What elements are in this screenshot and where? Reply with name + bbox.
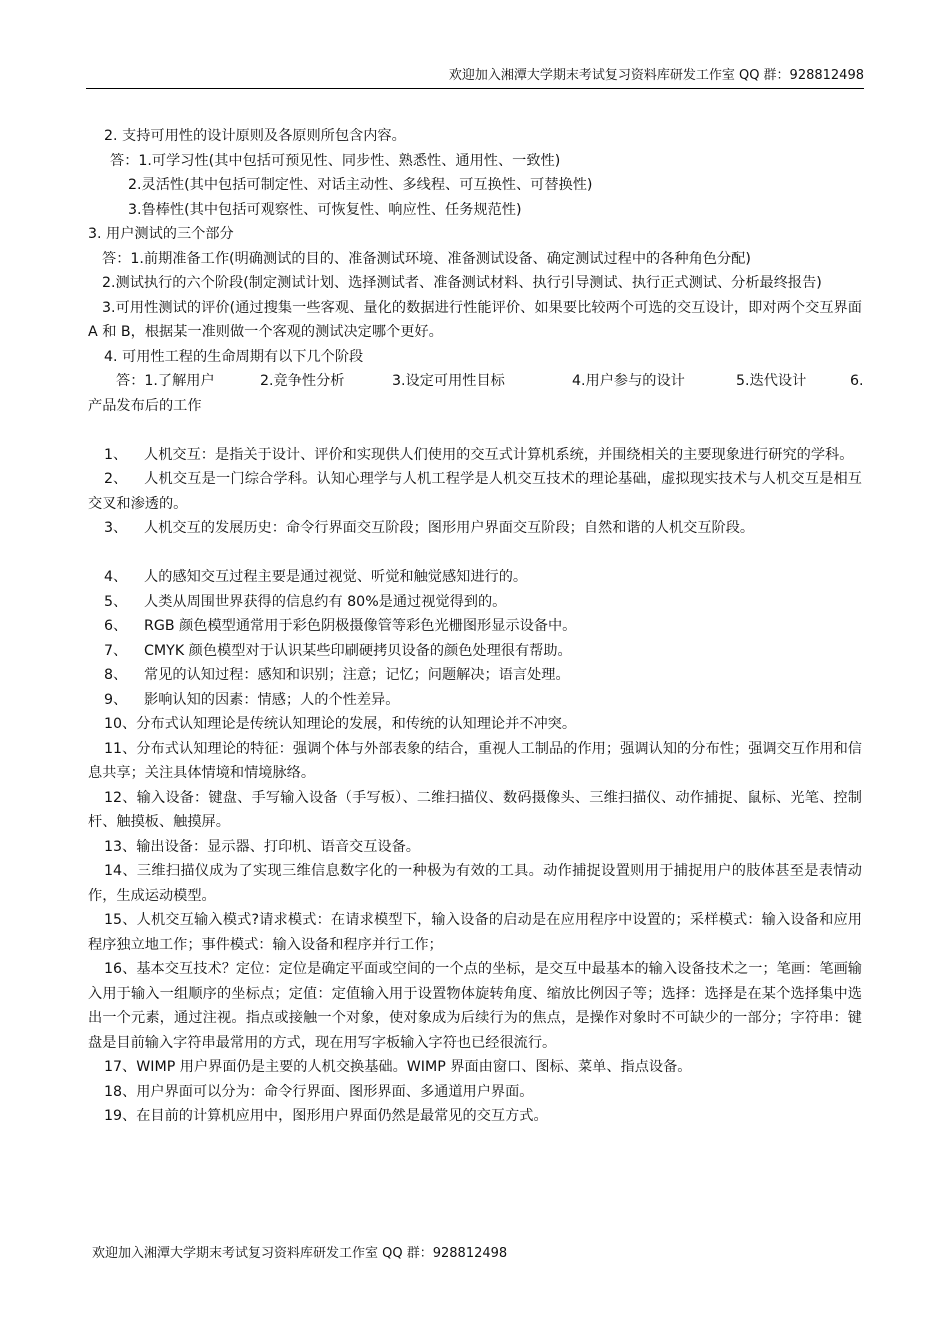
item-8 bbox=[88, 663, 862, 688]
item-11: 11、分布式认知理论的特征：强调个体与外部表象的结合，重视人工制品的作用；强调认知的分布性；强调交互作用和信息共享；关注具体情境和情境脉络。 bbox=[88, 740, 862, 781]
item-text: 常见的认知过程：感知和识别；注意；记忆；问题解决；语言处理。 bbox=[144, 667, 570, 683]
item-6 bbox=[88, 614, 862, 639]
item-9 bbox=[88, 688, 862, 713]
question-4: 4. 可用性工程的生命周期有以下几个阶段 bbox=[104, 348, 364, 365]
spacer bbox=[88, 541, 862, 566]
item-text: 人类从周围世界获得的信息约有 80%是通过视觉得到的。 bbox=[144, 593, 507, 610]
item-number: 6、 bbox=[104, 618, 128, 634]
item-number: 8、 bbox=[104, 667, 128, 683]
item-16: 16、基本交互技术？定位：定位是确定平面或空间的一个点的坐标，是交互中最基本的输入设备技术之一；笔画：笔画输入用于输入一组顺序的坐标点；定值：定值输入用于设置物体旋转角度、缩放比例因子等；选择：选择是在某个选择集中选出一个元素，通过注视。指点或接触一个对象，使对象成为后续行为的焦点，是操作对象时不可缺少的一部分；字符串：键盘是目前输入字符串最常用的方式，现在用写字板输入字符也已经很流行。 bbox=[88, 961, 862, 1051]
item-number: 9、 bbox=[104, 691, 128, 708]
stage-6-number: 6. bbox=[850, 373, 864, 389]
spacer bbox=[88, 418, 862, 443]
item-number: 2、 bbox=[104, 471, 128, 487]
stage-4: 4.用户参与的设计 bbox=[572, 373, 685, 389]
stage-5: 5.迭代设计 bbox=[736, 373, 807, 389]
item-15: 15、人机交互输入模式?请求模式：在请求模型下，输入设备的启动是在应用程序中设置的；采样模式：输入设备和应用程序独立地工作；事件模式：输入设备和程序并行工作； bbox=[88, 912, 862, 953]
item-number: 3、 bbox=[104, 520, 128, 536]
answer-2-item-2: 2.灵活性(其中包括可制定性、对话主动性、多线程、可互换性、可替换性) bbox=[128, 177, 593, 193]
document-body bbox=[88, 124, 862, 1129]
question-3: 3. 用户测试的三个部分 bbox=[88, 226, 234, 242]
item-14: 14、三维扫描仪成为了实现三维信息数字化的一种极为有效的工具。动作捕捉设置则用于捕捉用户的肢体甚至是表情动作，生成运动模型。 bbox=[88, 863, 862, 904]
answer-3-item-2: 2.测试执行的六个阶段(制定测试计划、选择测试者、准备测试材料、执行引导测试、执行正式测试、分析最终报告) bbox=[102, 275, 822, 291]
answer-4-stages bbox=[88, 369, 862, 394]
item-text: 人的感知交互过程主要是通过视觉、听觉和触觉感知进行的。 bbox=[144, 569, 528, 585]
item-text: RGB 颜色模型通常用于彩色阴极摄像管等彩色光栅图形显示设备中。 bbox=[144, 618, 577, 634]
item-7 bbox=[88, 639, 862, 664]
item-text: 人机交互是一门综合学科。认知心理学与人机工程学是人机交互技术的理论基础，虚拟现实技术与人机交互是相互交叉和渗透的。 bbox=[88, 471, 862, 512]
item-13: 13、输出设备：显示器、打印机、语音交互设备。 bbox=[104, 838, 420, 855]
item-19: 19、在目前的计算机应用中，图形用户界面仍然是最常见的交互方式。 bbox=[104, 1108, 548, 1124]
item-2 bbox=[88, 467, 862, 516]
answer-3-item-3: 3.可用性测试的评价(通过搜集一些客观、量化的数据进行性能评价、如果要比较两个可选的交互设计，即对两个交互界面 A 和 B，根据某一准则做一个客观的测试决定哪个更好。 bbox=[88, 299, 862, 340]
item-text: 影响认知的因素：情感；人的个性差异。 bbox=[144, 691, 400, 708]
stage-1: 答：1.了解用户 bbox=[116, 373, 215, 389]
answer-3-item-1: 答：1.前期准备工作(明确测试的目的、准备测试环境、准备测试设备、确定测试过程中的各种角色分配) bbox=[102, 250, 751, 267]
page-header: 欢迎加入湘潭大学期末考试复习资料库研发工作室 QQ 群：928812498 bbox=[448, 68, 864, 83]
item-text: 人机交互的发展历史：命令行界面交互阶段；图形用户界面交互阶段；自然和谐的人机交互阶段。 bbox=[144, 520, 755, 536]
item-12: 12、输入设备：键盘、手写输入设备（手写板）、二维扫描仪、数码摄像头、三维扫描仪、动作捕捉、鼠标、光笔、控制杆、触摸板、触摸屏。 bbox=[88, 789, 862, 830]
item-3 bbox=[88, 516, 862, 541]
item-number: 5、 bbox=[104, 593, 128, 610]
item-text: CMYK 颜色模型对于认识某些印刷硬拷贝设备的颜色处理很有帮助。 bbox=[144, 642, 572, 659]
item-1 bbox=[88, 443, 862, 468]
header-divider bbox=[86, 88, 864, 89]
page-footer: 欢迎加入湘潭大学期末考试复习资料库研发工作室 QQ 群：928812498 bbox=[92, 1246, 508, 1261]
answer-2-item-3: 3.鲁棒性(其中包括可观察性、可恢复性、响应性、任务规范性) bbox=[128, 201, 522, 218]
stage-2: 2.竞争性分析 bbox=[260, 373, 345, 389]
item-number: 7、 bbox=[104, 642, 128, 659]
item-5 bbox=[88, 590, 862, 615]
item-text: 人机交互：是指关于设计、评价和实现供人们使用的交互式计算机系统，并围绕相关的主要现象进行研究的学科。 bbox=[144, 446, 854, 463]
answer-2-item-1: 答：1.可学习性(其中包括可预见性、同步性、熟悉性、通用性、一致性) bbox=[110, 152, 561, 169]
item-number: 4、 bbox=[104, 569, 128, 585]
item-number: 1、 bbox=[104, 446, 128, 463]
item-4 bbox=[88, 565, 862, 590]
item-18: 18、用户界面可以分为：命令行界面、图形界面、多通道用户界面。 bbox=[104, 1083, 534, 1100]
question-2: 2. 支持可用性的设计原则及各原则所包含内容。 bbox=[104, 128, 406, 144]
item-17: 17、WIMP 用户界面仍是主要的人机交换基础。WIMP 界面由窗口、图标、菜单、指点设备。 bbox=[104, 1059, 692, 1075]
answer-4-tail: 产品发布后的工作 bbox=[88, 397, 202, 414]
item-10: 10、分布式认知理论是传统认知理论的发展，和传统的认知理论并不冲突。 bbox=[104, 716, 577, 732]
stage-3: 3.设定可用性目标 bbox=[392, 373, 505, 389]
